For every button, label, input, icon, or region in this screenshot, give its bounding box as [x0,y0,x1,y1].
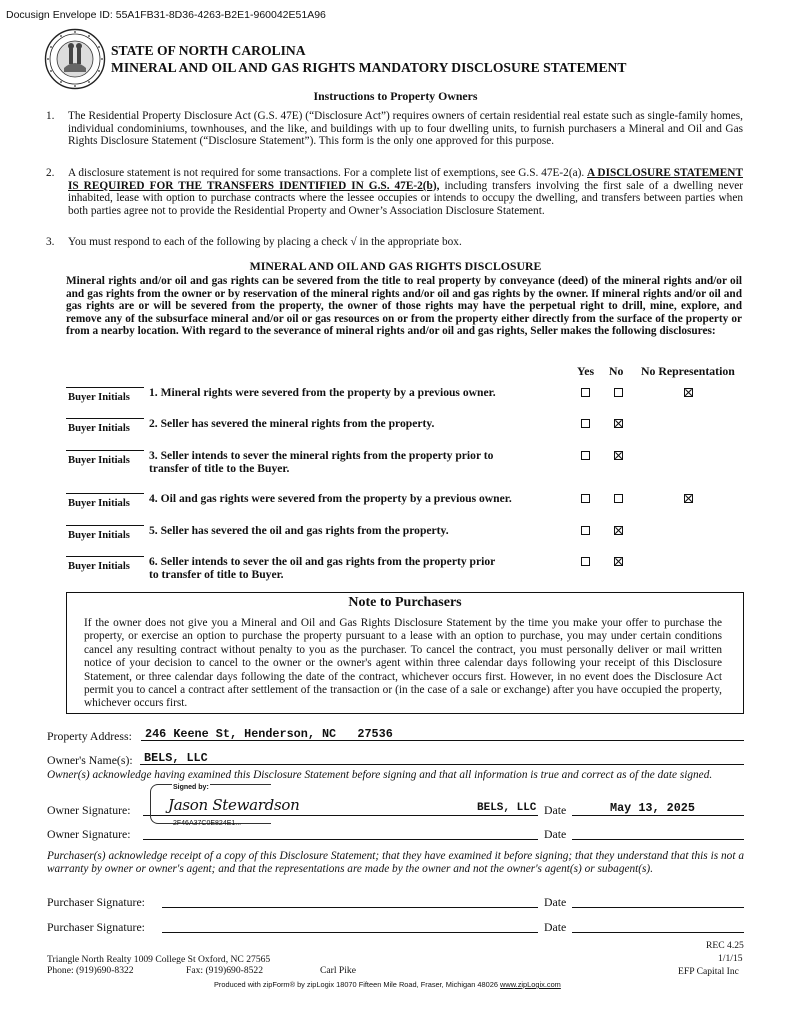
checkbox-yes-q2[interactable] [581,419,590,428]
disclosure-heading: MINERAL AND OIL AND GAS RIGHTS DISCLOSURE [249,259,542,273]
question-1 [149,386,569,399]
owner-signature-field-2[interactable] [143,827,538,840]
column-no-representation: No Representation [641,364,735,378]
owner-names-label: Owner's Name(s): [47,753,133,767]
disclosure-intro: Mineral rights and/or oil and gas rights can be severed from the title to real property by conveyance (deed) of the mineral rights and/or oil and gas rights from the owner or by reservation of the mineral rights and/or oil and gas rights by the owner. If mineral rights and/or oil and gas rights are or will be severed from the property, the owner of those rights may have the perpetual right to drill, mine, explore, and remove any of the subsurface mineral and/or oil or gas resources on or from the property either directly from the surface of the property or from a nearby location. With regard to the severance of mineral rights and/or oil and gas rights, Seller makes the following disclosures: [66,275,742,337]
owner-names-value: BELS, LLC [144,751,208,765]
checkbox-no-q4[interactable] [614,494,623,503]
purchaser-signature-label-1: Purchaser Signature: [47,895,145,909]
purchaser-acknowledgement: Purchaser(s) acknowledge receipt of a copy of this Disclosure Statement; that they have examined it before signing; that they understand that this is not a warranty by owner or owner's agent; and that the representations are made by the owner and not the owner's agent(s) or subagent(s). [47,850,744,875]
question-text-line1: 5. Seller has severed the oil and gas rights from the property. [149,524,449,537]
owner-signature-label-2: Owner Signature: [47,827,131,841]
ziplogix-link[interactable]: www.zipLogix.com [500,980,561,989]
checkbox-yes-q6[interactable] [581,557,590,566]
buyer-initials-label: Buyer Initials [68,423,130,434]
produced-by: Produced with zipForm® by zipLogix 18070 Fifteen Mile Road, Fraser, Michigan 48026 www.zipLogix.com [214,980,561,989]
office-address: Triangle North Realty 1009 College St Oxford, NC 27565 [47,954,271,965]
owner-acknowledgement: Owner(s) acknowledge having examined this Disclosure Statement before signing and that all information is true and correct as of the date signed. [47,769,713,781]
nc-state-seal-icon [44,28,106,90]
question-text-line1: 3. Seller intends to sever the mineral rights from the property prior to [149,449,494,462]
buyer-initials-field[interactable] [66,525,144,526]
question-4 [149,492,569,505]
property-address-label: Property Address: [47,729,132,743]
checkbox-yes-q4[interactable] [581,494,590,503]
office-phone: Phone: (919)690-8322 [47,965,134,976]
question-3 [149,449,569,475]
checkbox-no-q2[interactable] [614,419,623,428]
buyer-initials-field[interactable] [66,556,144,557]
checkbox-no-q5[interactable] [614,526,623,535]
provider-name: EFP Capital Inc [678,966,739,977]
owner-signature-image: Jason Stewardson [168,796,300,814]
instruction-item-1: 1. The Residential Property Disclosure Act (G.S. 47E) (“Disclosure Act”) requires owners of certain residential real estate such as single-family homes, individual condominiums, townhouses, and the like, and buildings with up to four dwelling units, to furnish purchasers a Mineral and Oil and Gas Rights Disclosure Statement (“Disclosure Statement”). This form is the only one approved for this purpose. [46,110,743,148]
form-title-main: MINERAL AND OIL AND GAS RIGHTS MANDATORY DISCLOSURE STATEMENT [111,60,627,75]
owner-signature-label-1: Owner Signature: [47,803,131,817]
instructions-heading: Instructions to Property Owners [313,89,478,103]
checkbox-yes-q1[interactable] [581,388,590,397]
buyer-initials-label: Buyer Initials [68,392,130,403]
owner-date-label-1: Date [544,803,567,817]
question-text-line2: to transfer of title to Buyer. [149,568,284,581]
form-title-state: STATE OF NORTH CAROLINA [111,43,306,58]
note-text: If the owner does not give you a Mineral and Oil and Gas Rights Disclosure Statement by the time you make your offer to purchase the property, or exercise an option to purchase the property pursuant to a lease with an option to purchase, you may under certain conditions cancel any resulting contract without penalty to you as the purchaser. To cancel the contract, you must personally deliver or mail written notice of your decision to cancel to the owner or the owner's agent within three calendar days following your receipt of this Disclosure Statement, or three calendar days following the date of the contract, whichever occurs first. However, in no event does the Disclosure Act permit you to cancel a contract after settlement of the transaction or (in the case of a sale or exchange) after you have occupied the property, whichever occurs first. [84,617,722,710]
instruction-item-2: 2. A disclosure statement is not required for some transactions. For a complete list of exemptions, see G.S. 47E-2(a). A DISCLOSURE STATEMENT IS REQUIRED FOR THE TRANSFERS IDENTIFIED IN G.S. 47E-2(b), including transfers involving the first sale of a dwelling never inhabited, lease with option to purchase contracts where the lessee occupies or intends to occupy the dwelling, and transfers between parties when both parties agree not to provide the Residential Property and Owner’s Association Disclosure Statement. [46,167,743,217]
agent-name: Carl Pike [320,965,356,976]
buyer-initials-field[interactable] [66,387,144,388]
instruction-item-3: 3. You must respond to each of the following by placing a check √ in the appropriate box. [46,236,462,248]
checkbox-no-q6[interactable] [614,557,623,566]
question-2 [149,417,569,430]
buyer-initials-field[interactable] [66,450,144,451]
owner-date-field-2[interactable] [572,827,744,840]
purchaser-date-field-2[interactable] [572,920,744,933]
checkbox-yes-q3[interactable] [581,451,590,460]
checkbox-yes-q5[interactable] [581,526,590,535]
checkbox-no-representation-q1[interactable] [684,388,693,397]
signed-by-label: Signed by: [173,784,209,791]
form-code: REC 4.25 [706,940,744,951]
property-address-value: 246 Keene St, Henderson, NC 27536 [145,727,393,741]
purchaser-date-field-1[interactable] [572,895,744,908]
buyer-initials-label: Buyer Initials [68,455,130,466]
purchaser-signature-label-2: Purchaser Signature: [47,920,145,934]
owner-signature-entity: BELS, LLC [477,802,537,814]
office-fax: Fax: (919)690-8522 [186,965,264,976]
question-5 [149,524,569,537]
buyer-initials-field[interactable] [66,493,144,494]
buyer-initials-label: Buyer Initials [68,561,130,572]
checkbox-no-q1[interactable] [614,388,623,397]
owner-date-label-2: Date [544,827,567,841]
signature-hash: 2F46A37C0E824E1... [173,820,242,827]
purchaser-signature-field-1[interactable] [162,895,538,908]
owner-names-field[interactable] [140,752,744,765]
checkbox-no-representation-q4[interactable] [684,494,693,503]
owner-date-value-1: May 13, 2025 [610,801,695,815]
buyer-initials-field[interactable] [66,418,144,419]
question-text-line2: transfer of title to the Buyer. [149,462,290,475]
buyer-initials-label: Buyer Initials [68,530,130,541]
note-to-purchasers-box [66,592,744,714]
checkbox-no-q3[interactable] [614,451,623,460]
note-heading: Note to Purchasers [348,595,462,610]
purchaser-signature-field-2[interactable] [162,920,538,933]
question-text-line1: 4. Oil and gas rights were severed from the property by a previous owner. [149,492,512,505]
purchaser-date-label-2: Date [544,920,567,934]
buyer-initials-label: Buyer Initials [68,498,130,509]
question-text-line1: 2. Seller has severed the mineral rights from the property. [149,417,435,430]
form-revision: 1/1/15 [718,953,743,964]
envelope-id: Docusign Envelope ID: 55A1FB31-8D36-4263-B2E1-960042E51A96 [6,9,326,21]
purchaser-date-label-1: Date [544,895,567,909]
required-transfers-notice: A DISCLOSURE STATEMENT IS REQUIRED FOR THE TRANSFERS IDENTIFIED IN G.S. 47E-2(b), [68,167,743,192]
column-yes: Yes [577,364,595,378]
question-text-line1: 6. Seller intends to sever the oil and gas rights from the property prior [149,555,496,568]
question-6 [149,555,569,581]
column-no: No [609,364,624,378]
question-text-line1: 1. Mineral rights were severed from the property by a previous owner. [149,386,496,399]
